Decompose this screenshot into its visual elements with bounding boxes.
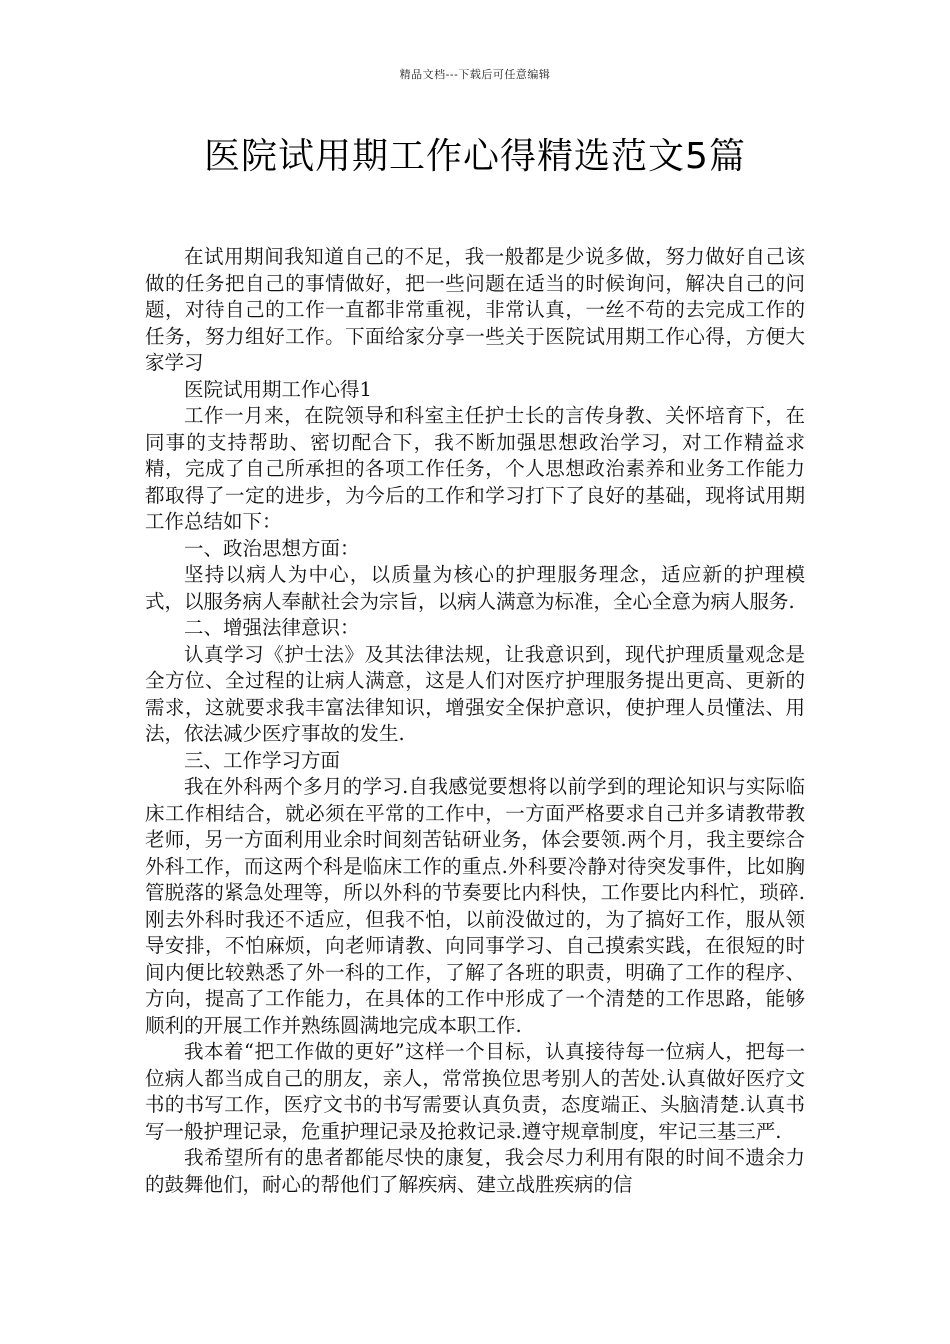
body-paragraph: 认真学习《护士法》及其法律法规，让我意识到，现代护理质量观念是全方位、全过程的让病人满意，这是人们对医疗护理服务提出更高、更新的需求，这就要求我丰富法律知识，增强安全保护意识，使护理人员懂法、用法，依法减少医疗事故的发生.	[145, 642, 805, 745]
subheading-work-study: 三、工作学习方面	[184, 748, 341, 772]
body-paragraph: 我希望所有的患者都能尽快的康复，我会尽力利用有限的时间不遗余力的鼓舞他们，耐心的帮他们了解疾病、建立战胜疾病的信	[145, 1146, 805, 1196]
section-heading-1: 医院试用期工作心得1	[184, 377, 372, 401]
document-body	[145, 244, 805, 1198]
subheading-politics: 一、政治思想方面：	[184, 536, 360, 560]
body-paragraph: 我在外科两个多月的学习.自我感觉要想将以前学到的理论知识与实际临床工作相结合，就必须在平常的工作中，一方面严格要求自己并多请教带教老师，另一方面利用业余时间刻苦钻研业务，体会要领.两个月，我主要综合外科工作，而这两个科是临床工作的重点.外科要冷静对待突发事件，比如胸管脱落的紧急处理等，所以外科的节奏要比内科快，工作要比内科忙，琐碎.刚去外科时我还不适应，但我不怕，以前没做过的，为了搞好工作，服从领导安排，不怕麻烦，向老师请教、向同事学习、自己摸索实践，在很短的时间内便比较熟悉了外一科的工作，了解了各班的职责，明确了工作的程序、方向，提高了工作能力，在具体的工作中形成了一个清楚的工作思路，能够顺利的开展工作并熟练圆满地完成本职工作.	[145, 775, 805, 1037]
body-paragraph: 工作一月来，在院领导和科室主任护士长的言传身教、关怀培育下，在同事的支持帮助、密切配合下，我不断加强思想政治学习，对工作精益求精，完成了自己所承担的各项工作任务，个人思想政治素养和业务工作能力都取得了一定的进步，为今后的工作和学习打下了良好的基础，现将试用期工作总结如下：	[145, 404, 805, 533]
body-paragraph: 坚持以病人为中心，以质量为核心的护理服务理念，适应新的护理模式，以服务病人奉献社会为宗旨，以病人满意为标准，全心全意为病人服务.	[145, 563, 805, 613]
header-note: 精品文档---下载后可任意编辑	[399, 68, 551, 81]
subheading-law: 二、增强法律意识：	[184, 616, 360, 639]
intro-paragraph: 在试用期间我知道自己的不足，我一般都是少说多做，努力做好自己该做的任务把自己的事情做好，把一些问题在适当的时候询问，解决自己的问题，对待自己的工作一直都非常重视，非常认真，一丝不苟的去完成工作的任务，努力组好工作。下面给家分享一些关于医院试用期工作心得，方便大家学习	[145, 245, 805, 374]
body-paragraph: 我本着“把工作做的更好”这样一个目标，认真接待每一位病人，把每一位病人都当成自己的朋友，亲人，常常换位思考别人的苦处.认真做好医疗文书的书写工作，医疗文书的书写需要认真负责，态度端正、头脑清楚.认真书写一般护理记录，危重护理记录及抢救记录.遵守规章制度，牢记三基三严.	[145, 1040, 805, 1143]
document-title: 医院试用期工作心得精选范文5篇	[204, 136, 746, 177]
